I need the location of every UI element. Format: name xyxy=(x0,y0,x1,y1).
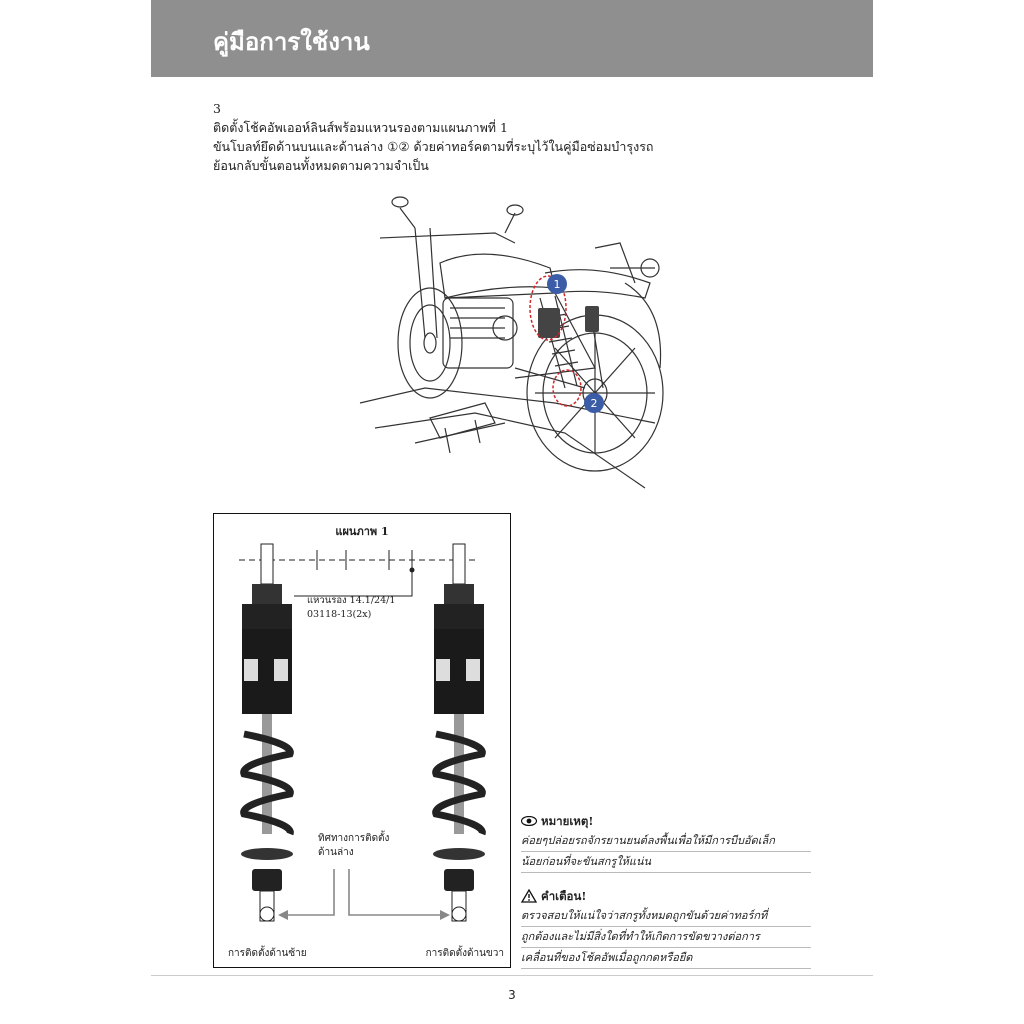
shock-absorber-diagram xyxy=(214,514,510,967)
right-shock-absorber xyxy=(433,544,485,921)
warning-title: คำเตือน! xyxy=(541,889,587,903)
figure-title: แผนภาพ 1 xyxy=(335,525,389,538)
callout-2 xyxy=(584,393,604,413)
page-title: คู่มือการใช้งาน xyxy=(213,28,370,56)
step-line: ขันโบลท์ยึดด้านบนและด้านล่าง ①② ด้วยค่าทอร์คตามที่ระบุไว้ในคู่มือซ่อมบำรุงรถ xyxy=(213,139,654,154)
step-number: 3 xyxy=(213,101,221,116)
left-shock-absorber xyxy=(241,544,293,921)
warning-box xyxy=(521,888,811,969)
lower-direction-line-1: ทิศทางการติดตั้ง xyxy=(318,833,390,844)
washer-description: แหวนรอง 14.1/24/1 xyxy=(307,595,396,606)
warning-line: ตรวจสอบให้แน่ใจว่าสกรูทั้งหมดถูกขันด้วยค่าทอร์กที่ xyxy=(521,906,811,927)
note-line: ค่อยๆปล่อยรถจักรยานยนต์ลงพื้นเพื่อให้มีการบีบอัดเล็ก xyxy=(521,831,811,852)
lower-direction-label xyxy=(318,832,389,860)
step-line: ติดตั้งโช้คอัพเออห์ลินส์พร้อมแหวนรองตามแผนภาพที่ 1 xyxy=(213,120,508,135)
header-bar xyxy=(151,0,873,77)
callout-1 xyxy=(547,274,567,294)
lower-mount-marker xyxy=(553,370,581,406)
diagram-figure-1 xyxy=(213,513,511,968)
washer-label xyxy=(307,594,395,622)
warning-triangle-icon xyxy=(521,889,537,906)
note-box xyxy=(521,813,811,873)
left-install-label: การติดตั้งด้านซ้าย xyxy=(228,948,307,959)
callout-1-label: 1 xyxy=(553,278,561,291)
eye-icon xyxy=(521,815,537,829)
callout-2-label: 2 xyxy=(590,397,598,410)
motorcycle-illustration xyxy=(355,188,675,498)
note-title: หมายเหตุ! xyxy=(541,814,594,828)
lower-direction-line-2: ด้านล่าง xyxy=(318,847,354,858)
page-number: 3 xyxy=(508,988,516,1002)
right-install-label: การติดตั้งด้านขวา xyxy=(425,948,504,959)
footer-divider xyxy=(151,975,873,976)
washer-part-number: 03118-13(2x) xyxy=(307,609,372,620)
step-line: ย้อนกลับขั้นตอนทั้งหมดตามความจำเป็น xyxy=(213,158,429,173)
warning-line: เคลื่อนที่ของโช้คอัพเมื่อถูกกดหรือยืด xyxy=(521,948,811,969)
note-line: น้อยก่อนที่จะขันสกรูให้แน่น xyxy=(521,852,811,873)
warning-line: ถูกต้องและไม่มีสิ่งใดที่ทำให้เกิดการขัดขวางต่อการ xyxy=(521,927,811,948)
step-instructions xyxy=(213,99,654,175)
